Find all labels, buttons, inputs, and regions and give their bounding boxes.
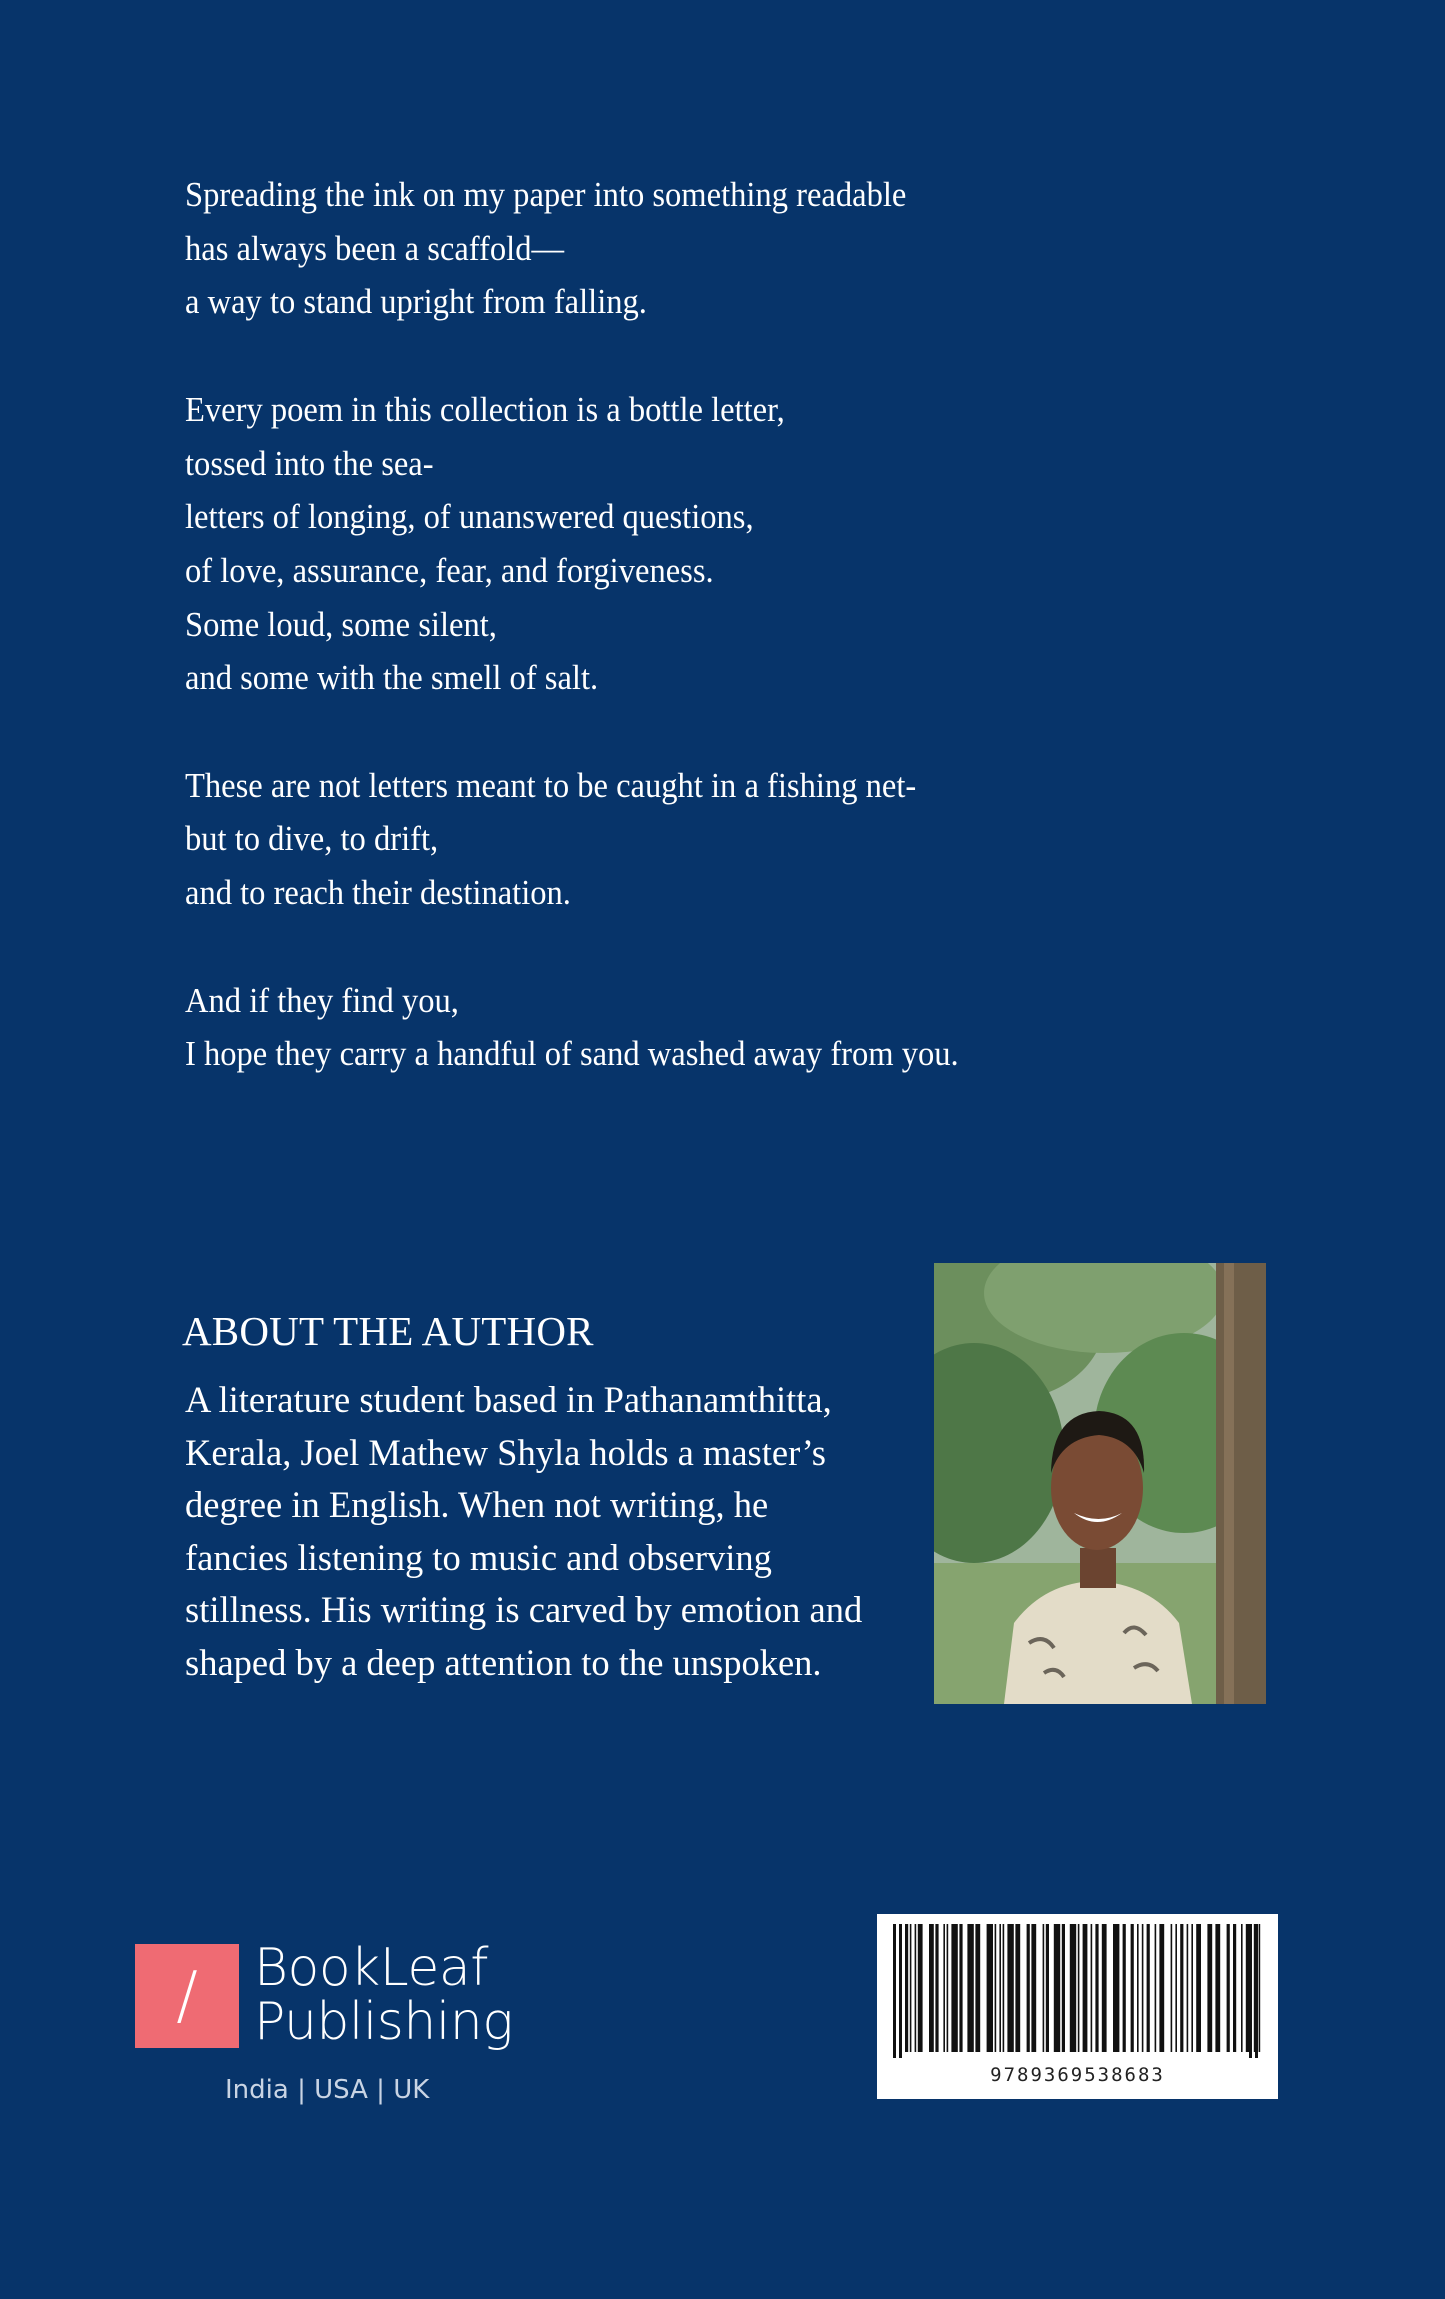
barcode-bar	[1171, 1924, 1173, 2052]
barcode-bar	[1031, 1924, 1036, 2052]
blurb-line: a way to stand upright from falling.	[185, 282, 647, 322]
author-photo-illustration	[934, 1263, 1266, 1704]
barcode-bar	[1131, 1924, 1134, 2052]
blurb-line: tossed into the sea-	[185, 443, 434, 483]
barcode-bar	[1007, 1924, 1013, 2052]
barcode-bar	[915, 1924, 917, 2052]
barcode-bar	[1102, 1924, 1107, 2052]
barcode-bar	[987, 1924, 993, 2052]
barcode-bar	[943, 1924, 945, 2052]
barcode-bar	[1227, 1924, 1230, 2052]
barcode-bar	[1207, 1924, 1212, 2052]
blurb-stanza	[185, 974, 1022, 1081]
bio-line: fancies listening to music and observing	[185, 1536, 772, 1578]
barcode-bar	[905, 1924, 908, 2052]
barcode-bar	[1180, 1924, 1183, 2052]
blurb-line: And if they find you,	[185, 980, 459, 1020]
barcode-bar	[1078, 1924, 1080, 2052]
blurb-line: letters of longing, of unanswered questions,	[185, 497, 754, 537]
barcode-bars	[891, 1924, 1264, 2060]
barcode-bar	[1191, 1924, 1193, 2052]
barcode-bar	[899, 1924, 902, 2058]
barcode-bar	[951, 1924, 957, 2052]
barcode-bar	[1142, 1924, 1144, 2052]
isbn-barcode	[877, 1914, 1278, 2099]
barcode-bar	[935, 1924, 938, 2052]
blurb-line: of love, assurance, fear, and forgiveness.	[185, 550, 714, 590]
blurb-line: Every poem in this collection is a bottle letter,	[185, 389, 785, 429]
publisher-name-line2: Publishing	[254, 1992, 513, 2052]
barcode-bar	[1054, 1924, 1060, 2052]
barcode-bar	[1070, 1924, 1076, 2052]
barcode-bar	[1233, 1924, 1236, 2052]
isbn-number: 9789369538683	[990, 2064, 1165, 2086]
blurb-line: and some with the smell of salt.	[185, 658, 599, 698]
blurb-stanza	[185, 168, 1022, 329]
blurb-stanza	[185, 383, 1022, 705]
barcode-bar	[1196, 1924, 1201, 2052]
barcode-bar	[1046, 1924, 1049, 2052]
barcode-bar	[1147, 1924, 1150, 2052]
barcode-bar	[929, 1924, 934, 2052]
barcode-bar	[947, 1924, 949, 2052]
barcode-bar	[1215, 1924, 1220, 2052]
blurb-line: These are not letters meant to be caught in a fishing net-	[185, 765, 917, 805]
barcode-bar	[959, 1924, 962, 2052]
barcode-bar	[1137, 1924, 1139, 2052]
blurb-line: and to reach their destination.	[185, 873, 571, 913]
barcode-bar	[1015, 1924, 1020, 2052]
barcode-bar	[1246, 1924, 1249, 2052]
blurb-stanza	[185, 759, 1022, 920]
bio-line: shaped by a deep attention to the unspoken.	[185, 1641, 822, 1683]
about-author-heading: ABOUT THE AUTHOR	[182, 1308, 594, 1354]
publisher-name-line1: BookLeaf	[254, 1938, 489, 1998]
barcode-bar	[1043, 1924, 1045, 2052]
blurb-line: Some loud, some silent,	[185, 604, 497, 644]
barcode-bar	[918, 1924, 923, 2052]
barcode-bar	[1062, 1924, 1065, 2052]
bio-line: stillness. His writing is carved by emotion and	[185, 1589, 863, 1630]
barcode-bar	[893, 1924, 896, 2058]
barcode-bar	[1113, 1924, 1119, 2052]
author-photo	[934, 1263, 1266, 1704]
barcode-bar	[1159, 1924, 1164, 2052]
barcode-bar	[967, 1924, 973, 2052]
barcode-bar	[910, 1924, 912, 2052]
barcode-bar	[999, 1924, 1001, 2052]
publisher-regions: India | USA | UK	[225, 2075, 430, 2105]
barcode-bar	[1187, 1924, 1189, 2052]
blurb-line: I hope they carry a handful of sand washed away from you.	[185, 1034, 959, 1074]
blurb-line: Spreading the ink on my paper into something readable	[185, 175, 907, 214]
back-cover-blurb	[185, 168, 1022, 1135]
author-bio	[185, 1374, 945, 1689]
bio-line: degree in English. When not writing, he	[185, 1484, 769, 1525]
barcode-bar	[1095, 1924, 1098, 2052]
barcode-bar	[1027, 1924, 1030, 2052]
barcode-bar	[975, 1924, 980, 2052]
slash-icon: /	[176, 1959, 198, 2033]
barcode-bar	[1123, 1924, 1126, 2052]
barcode-bar	[1003, 1924, 1005, 2052]
barcode-bar	[1255, 1924, 1258, 2058]
bio-line: Kerala, Joel Mathew Shyla holds a master’s	[185, 1431, 826, 1473]
barcode-bar	[995, 1924, 997, 2052]
barcode-bar	[1091, 1924, 1093, 2052]
bio-line: A literature student based in Pathanamthitta,	[185, 1379, 832, 1420]
barcode-bar	[1249, 1924, 1252, 2058]
barcode-bar	[1241, 1924, 1243, 2052]
barcode-bar	[1155, 1924, 1157, 2052]
blurb-line: but to dive, to drift,	[185, 819, 439, 859]
barcode-bar	[1083, 1924, 1088, 2052]
barcode-bar	[1175, 1924, 1177, 2052]
blurb-line: has always been a scaffold—	[185, 228, 565, 268]
barcode-bar	[1259, 1924, 1261, 2052]
